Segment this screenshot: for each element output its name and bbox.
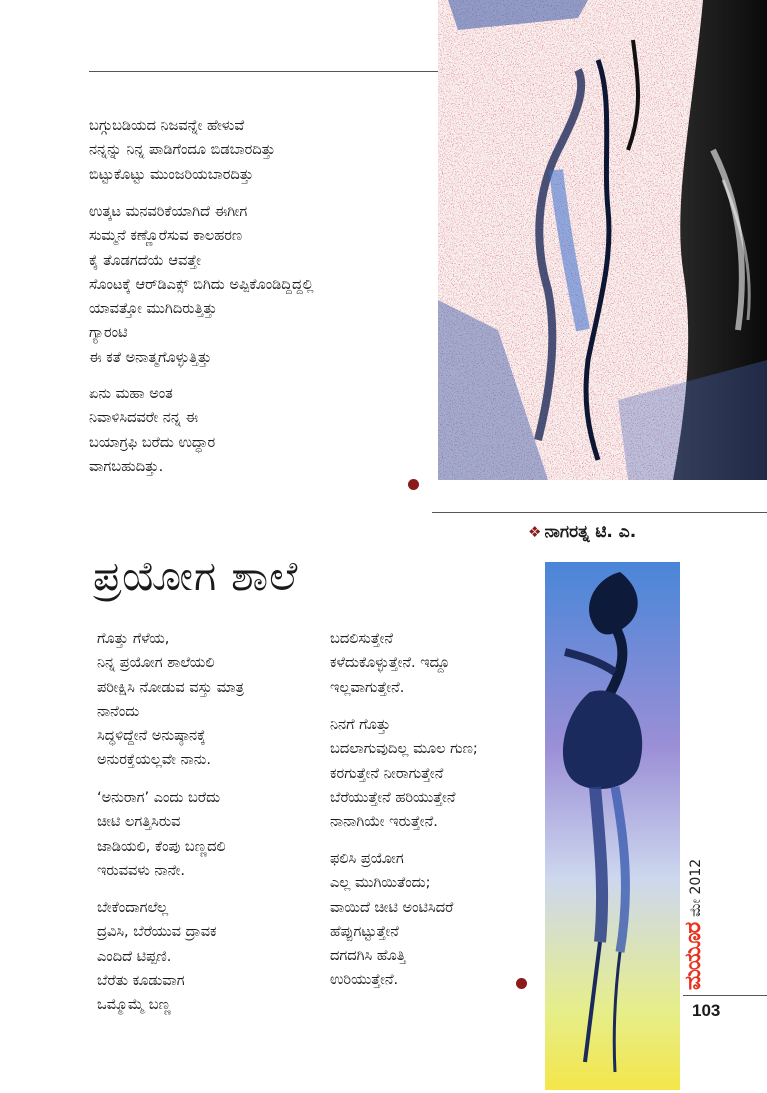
poem-line: ಬೇಕೆಂದಾಗಲೆಲ್ಲ — [97, 900, 169, 916]
top-rule — [89, 71, 438, 72]
poem-line: ಕಳೆದುಕೊಳ್ಳುತ್ತೇನೆ. ಇದ್ದೂ — [330, 655, 450, 672]
poem-line: ಬಗ್ಗುಬಡಿಯದ ನಿಜವನ್ನೇ ಹೇಳುವೆ — [89, 118, 245, 134]
magazine-masthead — [681, 858, 706, 990]
poem-right-stanza — [330, 847, 453, 993]
poem-line: ಪರೀಕ್ಷಿಸಿ ನೋಡುವ ವಸ್ತು ಮಾತ್ರ — [97, 679, 244, 696]
poem-line: ಉತ್ಕಟ ಮನವರಿಕೆಯಾಗಿದೆ ಈಗೀಗ — [89, 204, 248, 220]
poem-line: ಇರುವವಳು ನಾನೇ. — [97, 862, 186, 879]
author-byline — [528, 522, 636, 542]
top-poem-stanza — [89, 114, 275, 187]
poem-line: ಗೊತ್ತು ಗೆಳೆಯ, — [97, 631, 170, 647]
poem-right-stanza — [330, 627, 450, 700]
top-poem-stanza — [89, 200, 314, 370]
poem-left-stanza — [97, 896, 217, 1017]
poem-line: ದ್ರವಿಸಿ, ಬೆರೆಯುವ ದ್ರಾವಕ — [97, 924, 217, 941]
poem-line: ವಾಯಿದೆ ಚೀಟಿ ಅಂಟಿಸಿದರೆ — [330, 899, 454, 916]
poem-line: ನಾನಾಗಿಯೇ ಇರುತ್ತೇನೆ. — [330, 814, 438, 831]
poem-line: ದಗದಗಿಸಿ ಹೊತ್ತಿ — [330, 948, 406, 965]
poem-line: ಬೆರೆಯುತ್ತೇನೆ ಹರಿಯುತ್ತೇನೆ — [330, 789, 456, 806]
illustration-top — [438, 0, 767, 480]
poem-line: ಸುಮ್ಮನೆ ಕಣ್ಣೊರೆಸುವ ಕಾಲಹರಣ — [89, 228, 243, 245]
top-poem-stanza — [89, 382, 215, 479]
poem-line: ನಿನಗೆ ಗೊತ್ತು — [330, 717, 391, 733]
poem-line: ಇಲ್ಲವಾಗುತ್ತೇನೆ. — [330, 679, 405, 696]
poem-line: ಏನು ಮಹಾ ಅಂತ — [89, 386, 173, 402]
poem-line: ಯಾವತ್ತೋ ಮುಗಿದಿರುತ್ತಿತ್ತು — [89, 301, 217, 318]
magazine-logo: ಮಯೂರ — [681, 922, 706, 990]
section-dot — [408, 479, 419, 490]
poem-line: ಚೀಟಿ ಲಗತ್ತಿಸಿರುವ — [97, 814, 181, 831]
poem-line: ಎಲ್ಲ ಮುಗಿಯಿತೆಂದು; — [330, 875, 431, 892]
poem-line: ಕೈ ತೊಡಗದೆಯೆ ಆವತ್ತೇ — [89, 252, 201, 269]
poem-line: ಹೆಪ್ಪುಗಟ್ಟುತ್ತೇನೆ — [330, 923, 399, 940]
poem-line: ಬದಲಾಗುವುದಿಲ್ಲ ಮೂಲ ಗುಣ; — [330, 741, 478, 758]
author-rule — [432, 512, 767, 513]
poem-line: ಬಿಟ್ಟುಕೊಟ್ಟು ಮುಂಜರಿಯಬಾರದಿತ್ತು — [89, 166, 254, 183]
poem-line: ನಾನೆಂದು — [97, 703, 140, 720]
poem-line: ‘ಅನುರಾಗ’ ಎಂದು ಬರೆದು — [97, 790, 221, 806]
poem-title: ಪ್ರಯೋಗ ಶಾಲೆ — [93, 552, 299, 600]
illustration-bottom — [545, 562, 680, 1090]
page-number-rule — [683, 995, 767, 996]
poem-line: ಜಾಡಿಯಲಿ, ಕೆಂಪು ಬಣ್ಣದಲಿ — [97, 838, 226, 855]
diamond-bullet-icon: ❖ — [528, 523, 542, 541]
end-dot — [516, 978, 527, 989]
poem-line: ನಿನ್ನ ಪ್ರಯೋಗ ಶಾಲೆಯಲಿ — [97, 655, 215, 672]
poem-line: ಅನುರಕ್ತೆಯಲ್ಲವೇ ನಾನು. — [97, 752, 212, 769]
poem-line: ಒಮ್ಮೊಮ್ಮೆ ಬಣ್ಣ — [97, 997, 171, 1014]
poem-line: ಬಯಾಗ್ರಫಿ ಬರೆದು ಉದ್ಧಾರ — [89, 434, 216, 451]
poem-line: ಬೆರೆತು ಕೂಡುವಾಗ — [97, 972, 185, 989]
poem-line: ಬದಲಿಸುತ್ತೇನೆ — [330, 631, 394, 647]
poem-line: ಎಂದಿದೆ ಟಿಪ್ಪಣಿ. — [97, 948, 172, 965]
poem-line: ಈ ಕತೆ ಅನಾತ್ಮಗೊಳ್ಳುತ್ತಿತ್ತು — [89, 349, 212, 366]
poem-right-stanza — [330, 713, 478, 834]
poem-line: ಸಿದ್ಧಳಿದ್ದೇನೆ ಅನುಷ್ಠಾನಕ್ಕೆ — [97, 728, 206, 745]
poem-line: ಗ್ಯಾರಂಟಿ — [89, 325, 128, 342]
poem-line: ಫಲಿಸಿ ಪ್ರಯೋಗ — [330, 851, 404, 867]
poem-left-stanza — [97, 786, 226, 883]
page-number: 103 — [692, 1001, 721, 1020]
poem-line: ಕರಗುತ್ತೇನೆ ನೀರಾಗುತ್ತೇನೆ — [330, 765, 444, 782]
author-name: ನಾಗರತ್ನ ಟಿ. ಎ. — [544, 522, 637, 542]
poem-line: ಉರಿಯುತ್ತೇನೆ. — [330, 972, 399, 989]
poem-line: ನಿವಾಳಿಸಿದವರೇ ನನ್ನ ಈ — [89, 410, 199, 427]
issue-date: ಮೇ 2012 — [688, 858, 704, 917]
poem-line: ಸೊಂಟಕ್ಕೆ ಆರ್‌ಡಿಎಕ್ಸ್ ಬಿಗಿದು ಅಪ್ಪಿಕೊಂಡಿದ್ದಿದ್ದಲ್ಲಿ — [89, 276, 314, 293]
poem-left-stanza — [97, 627, 244, 773]
poem-line: ವಾಗಬಹುದಿತ್ತು. — [89, 458, 164, 475]
poem-line: ನನ್ನನ್ನು ನಿನ್ನ ಪಾಡಿಗೆಂದೂ ಬಿಡಬಾರದಿತ್ತು — [89, 142, 276, 159]
